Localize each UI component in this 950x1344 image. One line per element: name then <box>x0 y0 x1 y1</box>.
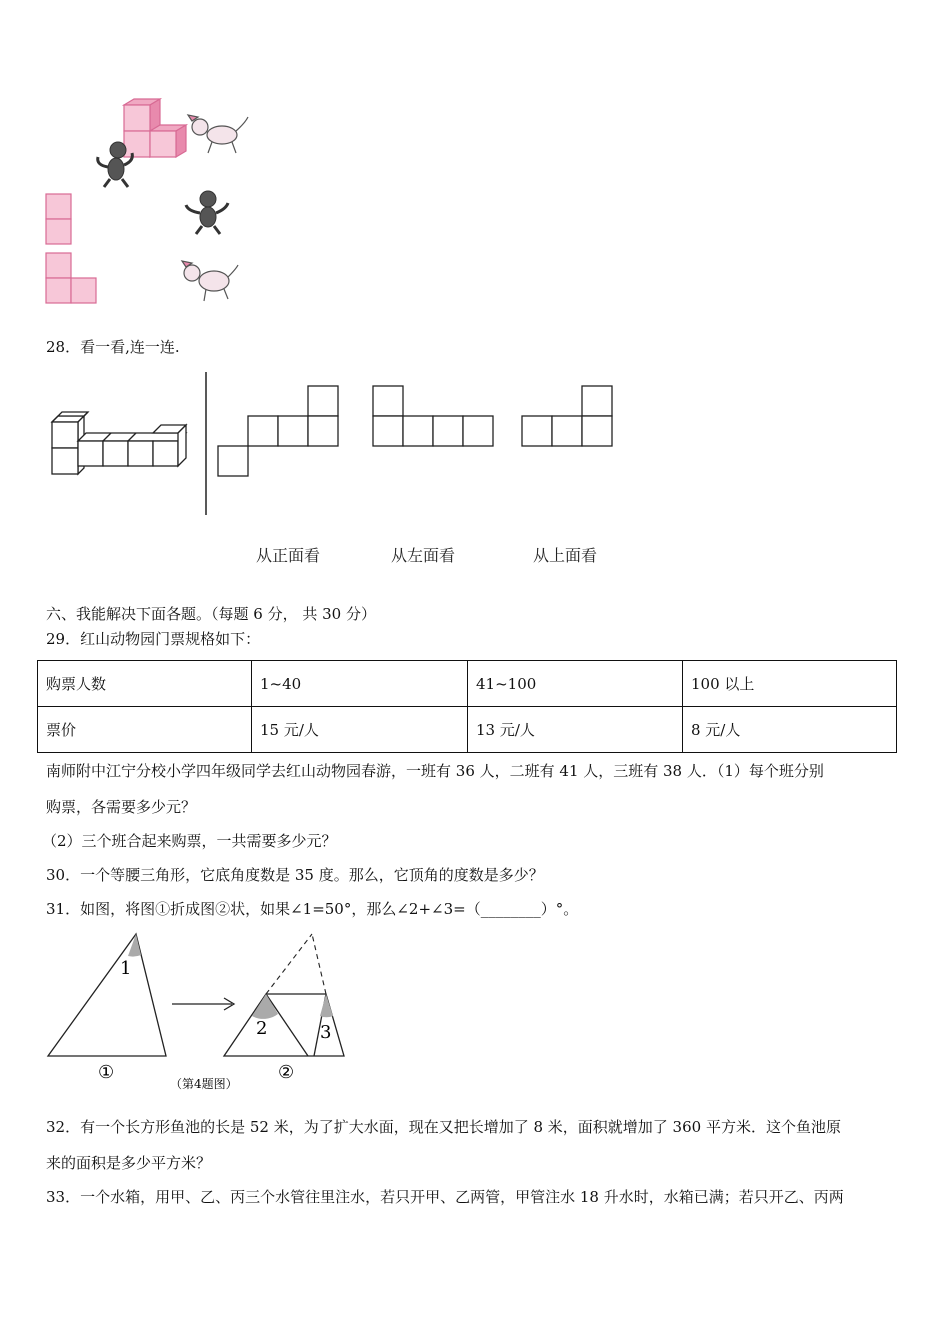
table-cell: 票价 <box>38 707 252 753</box>
figure-1-label: ① <box>98 1062 115 1083</box>
view-shape-2 <box>373 386 493 446</box>
table-row <box>38 707 897 753</box>
q32-text-2: 来的面积是多少平方米？ <box>46 1154 212 1172</box>
q33-text-1: 33．一个水箱，用甲、乙、丙三个水管往里注水，若只开甲、乙两管，甲管注水 18 升水时，水箱已满；若只开乙、丙两 <box>46 1188 844 1206</box>
ticket-price-table <box>37 660 897 753</box>
view-label-front: 从正面看 <box>256 546 321 565</box>
view-label-left: 从左面看 <box>391 546 456 565</box>
q30-text: 30．一个等腰三角形，它底角度数是 35 度。那么，它顶角的度数是多少？ <box>46 866 544 884</box>
pink-block-3d <box>124 99 186 157</box>
cube-row-3d <box>52 412 186 474</box>
q28-text: 28．看一看,连一连. <box>46 338 180 356</box>
view-shape-3 <box>522 386 612 446</box>
dog-icon <box>188 115 248 153</box>
table-cell: 13 元/人 <box>468 707 683 753</box>
angle-1-label: 1 <box>120 958 132 979</box>
table-cell: 41~100 <box>468 661 683 707</box>
figure-caption: （第4题图） <box>170 1077 238 1091</box>
dog-icon-2 <box>182 261 238 301</box>
q29-title: 29．红山动物园门票规格如下： <box>46 630 261 648</box>
q32-text-1: 32．有一个长方形鱼池的长是 52 米，为了扩大水面，现在又把长增加了 8 米，面积就增加了 360 平方米．这个鱼池原 <box>46 1118 841 1136</box>
pink-view-column <box>46 194 71 244</box>
angle-3-label: 3 <box>320 1022 332 1043</box>
figure-2-label: ② <box>278 1062 295 1083</box>
table-cell: 8 元/人 <box>683 707 897 753</box>
table-cell: 1~40 <box>252 661 468 707</box>
q29-text-1: 南师附中江宁分校小学四年级同学去红山动物园春游，一班有 36 人，二班有 41 人，三班有 38 人．（1）每个班分别 <box>46 762 824 780</box>
cube-figure-top <box>40 95 260 310</box>
section6-heading: 六、我能解决下面各题。（每题 6 分， 共 30 分） <box>46 605 376 623</box>
q29-text-2: 购票，各需要多少元？ <box>46 798 197 816</box>
table-cell: 15 元/人 <box>252 707 468 753</box>
angle-2-label: 2 <box>256 1018 268 1039</box>
q28-cube-figure <box>48 370 648 520</box>
table-row <box>38 661 897 707</box>
q31-text: 31．如图，将图①折成图②状，如果∠1=50°，那么∠2+∠3=（________）°。 <box>46 900 579 918</box>
monkey-icon-2 <box>186 191 228 234</box>
view-shape-1 <box>218 386 338 476</box>
fold-triangle-figure <box>44 928 354 1098</box>
table-cell: 购票人数 <box>38 661 252 707</box>
view-label-top: 从上面看 <box>533 546 598 565</box>
pink-view-l <box>46 253 96 303</box>
q29-text-3: （2）三个班合起来购票，一共需要多少元？ <box>42 832 337 850</box>
table-cell: 100 以上 <box>683 661 897 707</box>
